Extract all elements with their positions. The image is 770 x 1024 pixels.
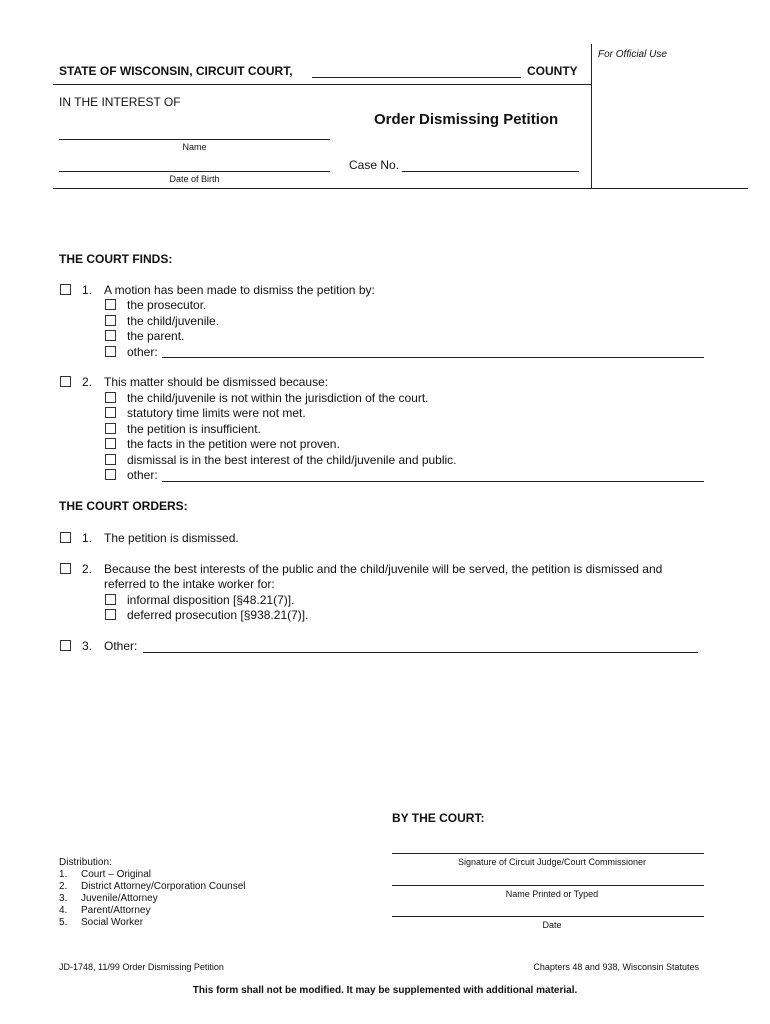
finds-2-text: This matter should be dismissed because:	[104, 375, 329, 389]
date-label: Date	[542, 920, 562, 930]
header-bottom-rule	[53, 188, 748, 189]
header-top-rule	[53, 84, 591, 85]
signature-label: Signature of Circuit Judge/Court Commissioner	[457, 857, 647, 867]
reason-jurisdiction-label: the child/juvenile is not within the jurisdiction of the court.	[127, 391, 429, 405]
finds-1-checkbox[interactable]	[60, 284, 71, 295]
reason-jurisdiction-checkbox[interactable]	[105, 392, 116, 403]
distribution-item-text: District Attorney/Corporation Counsel	[81, 881, 246, 892]
court-name-field[interactable]	[312, 77, 521, 78]
distribution-item-number: 5.	[59, 917, 68, 928]
distribution-item	[59, 881, 246, 893]
printed-name-field[interactable]	[392, 885, 704, 886]
form-id: JD-1748, 11/99 Order Dismissing Petition	[59, 962, 224, 972]
distribution-item-number: 4.	[59, 905, 68, 916]
orders-other-field[interactable]	[143, 652, 698, 653]
option-parent-label: the parent.	[127, 329, 185, 343]
reason-best-interest-checkbox[interactable]	[105, 454, 116, 465]
reason-insufficient-label: the petition is insufficient.	[127, 422, 261, 436]
court-orders-heading: THE COURT ORDERS:	[59, 499, 188, 513]
date-field[interactable]	[392, 916, 704, 917]
modification-notice: This form shall not be modified. It may be supplemented with additional material.	[192, 985, 578, 996]
county-label: COUNTY	[527, 64, 578, 78]
by-the-court-label: BY THE COURT:	[392, 811, 485, 825]
orders-1-number: 1.	[82, 531, 93, 545]
orders-3-number: 3.	[82, 639, 93, 653]
option-prosecutor-checkbox[interactable]	[105, 299, 116, 310]
informal-disposition-checkbox[interactable]	[105, 594, 116, 605]
orders-3-text: Other:	[104, 639, 138, 653]
distribution-list	[59, 857, 246, 929]
deferred-prosecution-label: deferred prosecution [§938.21(7)].	[127, 608, 309, 622]
option-prosecutor-label: the prosecutor.	[127, 298, 207, 312]
distribution-item-number: 1.	[59, 869, 68, 880]
distribution-title: Distribution:	[59, 857, 112, 868]
reason-insufficient-checkbox[interactable]	[105, 423, 116, 434]
orders-3-checkbox[interactable]	[60, 640, 71, 651]
case-no-field[interactable]	[402, 171, 579, 172]
name-field[interactable]	[59, 139, 330, 140]
statutes-reference: Chapters 48 and 938, Wisconsin Statutes	[533, 962, 699, 972]
distribution-item	[59, 893, 246, 905]
official-use-label: For Official Use	[598, 49, 667, 60]
reason-time-limits-label: statutory time limits were not met.	[127, 406, 306, 420]
finds-2-checkbox[interactable]	[60, 376, 71, 387]
option-child-checkbox[interactable]	[105, 315, 116, 326]
finds-1-text: A motion has been made to dismiss the petition by:	[104, 283, 375, 297]
printed-name-label: Name Printed or Typed	[505, 889, 599, 899]
orders-2-checkbox[interactable]	[60, 563, 71, 574]
orders-2-text-line2: referred to the intake worker for:	[104, 577, 275, 591]
orders-1-text: The petition is dismissed.	[104, 531, 239, 545]
dob-label: Date of Birth	[169, 174, 220, 184]
option-other-checkbox[interactable]	[105, 346, 116, 357]
distribution-item-text: Parent/Attorney	[81, 905, 151, 916]
option-other-field[interactable]	[162, 357, 704, 358]
page-title: Order Dismissing Petition	[374, 111, 559, 128]
option-other-label: other:	[127, 345, 158, 359]
reason-other-checkbox[interactable]	[105, 469, 116, 480]
option-child-label: the child/juvenile.	[127, 314, 220, 328]
finds-1-number: 1.	[82, 283, 93, 297]
distribution-item-text: Court – Original	[81, 869, 152, 880]
distribution-item	[59, 917, 246, 929]
court-finds-heading: THE COURT FINDS:	[59, 252, 173, 266]
informal-disposition-label: informal disposition [§48.21(7)].	[127, 593, 295, 607]
reason-other-label: other:	[127, 468, 158, 482]
reason-other-field[interactable]	[162, 481, 704, 482]
orders-2-text-line1: Because the best interests of the public and the child/juvenile will be served, the petition is dismissed and	[104, 562, 663, 576]
reason-not-proven-checkbox[interactable]	[105, 438, 116, 449]
dob-field[interactable]	[59, 171, 330, 172]
distribution-item-number: 2.	[59, 881, 68, 892]
distribution-item-text: Juvenile/Attorney	[81, 893, 158, 904]
signature-field[interactable]	[392, 853, 704, 854]
name-label: Name	[182, 142, 207, 152]
distribution-item-number: 3.	[59, 893, 68, 904]
distribution-item-text: Social Worker	[81, 917, 144, 928]
distribution-item	[59, 905, 246, 917]
reason-not-proven-label: the facts in the petition were not proven.	[127, 437, 340, 451]
finds-2-number: 2.	[82, 375, 93, 389]
case-no-label: Case No.	[349, 158, 400, 172]
distribution-item	[59, 869, 246, 881]
deferred-prosecution-checkbox[interactable]	[105, 609, 116, 620]
option-parent-checkbox[interactable]	[105, 330, 116, 341]
orders-1-checkbox[interactable]	[60, 532, 71, 543]
reason-best-interest-label: dismissal is in the best interest of the child/juvenile and public.	[127, 453, 457, 467]
reason-time-limits-checkbox[interactable]	[105, 407, 116, 418]
orders-2-number: 2.	[82, 562, 93, 576]
state-court-label: STATE OF WISCONSIN, CIRCUIT COURT,	[59, 64, 293, 78]
interest-of-label: IN THE INTEREST OF	[59, 95, 181, 109]
official-use-box	[591, 44, 592, 188]
